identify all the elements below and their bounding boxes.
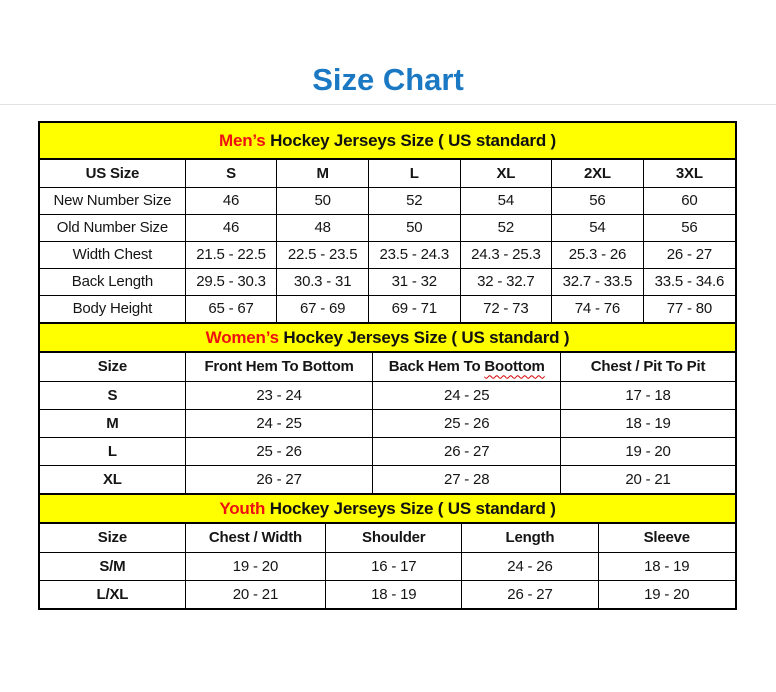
column-header: L <box>368 160 460 187</box>
size-value-cell: 67 - 69 <box>277 295 369 322</box>
size-value-cell: 30.3 - 31 <box>277 268 369 295</box>
size-value-cell: 56 <box>643 214 735 241</box>
size-chart <box>38 121 737 610</box>
womens-header-row <box>40 353 735 381</box>
size-value-cell: 22.5 - 23.5 <box>277 241 369 268</box>
size-value-cell: 25 - 26 <box>373 409 561 437</box>
size-value-cell: 46 <box>185 187 277 214</box>
size-value-cell: 32 - 32.7 <box>460 268 552 295</box>
size-value-cell: 32.7 - 33.5 <box>552 268 644 295</box>
table-row <box>40 268 735 295</box>
mens-section-header <box>40 123 735 160</box>
column-header: Front Hem To Bottom <box>185 353 373 381</box>
size-value-cell: 56 <box>552 187 644 214</box>
table-row <box>40 295 735 322</box>
row-label: Width Chest <box>40 241 185 268</box>
size-value-cell: 19 - 20 <box>561 437 735 465</box>
table-row <box>40 214 735 241</box>
row-label: XL <box>40 465 185 493</box>
youth-header-row <box>40 524 735 552</box>
mens-header-row <box>40 160 735 187</box>
table-row <box>40 580 735 608</box>
table-row <box>40 381 735 409</box>
youth-section-header <box>40 493 735 524</box>
size-value-cell: 25 - 26 <box>185 437 373 465</box>
column-header: 2XL <box>552 160 644 187</box>
size-value-cell: 24 - 26 <box>462 552 598 580</box>
size-value-cell: 46 <box>185 214 277 241</box>
size-value-cell: 50 <box>368 214 460 241</box>
size-value-cell: 18 - 19 <box>561 409 735 437</box>
row-label: Old Number Size <box>40 214 185 241</box>
size-value-cell: 74 - 76 <box>552 295 644 322</box>
size-value-cell: 20 - 21 <box>561 465 735 493</box>
size-value-cell: 60 <box>643 187 735 214</box>
size-value-cell: 48 <box>277 214 369 241</box>
column-header <box>373 353 561 381</box>
column-header: Sleeve <box>598 524 735 552</box>
table-row <box>40 187 735 214</box>
column-header-text: Back Hem To <box>388 358 485 376</box>
row-label: L/XL <box>40 580 185 608</box>
column-header: 3XL <box>643 160 735 187</box>
size-value-cell: 23 - 24 <box>185 381 373 409</box>
size-value-cell: 18 - 19 <box>598 552 735 580</box>
row-label: New Number Size <box>40 187 185 214</box>
youth-size-table <box>40 524 735 608</box>
column-header: M <box>277 160 369 187</box>
page-title: Size Chart <box>312 62 464 97</box>
size-value-cell: 50 <box>277 187 369 214</box>
column-header: Chest / Pit To Pit <box>561 353 735 381</box>
size-value-cell: 26 - 27 <box>643 241 735 268</box>
size-value-cell: 26 - 27 <box>185 465 373 493</box>
size-value-cell: 31 - 32 <box>368 268 460 295</box>
size-value-cell: 29.5 - 30.3 <box>185 268 277 295</box>
column-header: Size <box>40 353 185 381</box>
womens-size-table <box>40 353 735 493</box>
size-value-cell: 24 - 25 <box>373 381 561 409</box>
row-label: Back Length <box>40 268 185 295</box>
size-value-cell: 19 - 20 <box>598 580 735 608</box>
size-value-cell: 65 - 67 <box>185 295 277 322</box>
size-value-cell: 17 - 18 <box>561 381 735 409</box>
size-value-cell: 26 - 27 <box>462 580 598 608</box>
size-value-cell: 33.5 - 34.6 <box>643 268 735 295</box>
size-value-cell: 16 - 17 <box>326 552 462 580</box>
size-value-cell: 19 - 20 <box>185 552 325 580</box>
mens-section-prefix: Men’s <box>219 130 266 150</box>
table-row <box>40 465 735 493</box>
size-value-cell: 52 <box>460 214 552 241</box>
size-value-cell: 26 - 27 <box>373 437 561 465</box>
size-value-cell: 52 <box>368 187 460 214</box>
row-label: S <box>40 381 185 409</box>
size-value-cell: 18 - 19 <box>326 580 462 608</box>
mens-section-title-rest: Hockey Jerseys Size ( US standard ) <box>265 130 556 150</box>
mens-size-table <box>40 160 735 322</box>
size-value-cell: 20 - 21 <box>185 580 325 608</box>
youth-section-title-rest: Hockey Jerseys Size ( US standard ) <box>265 498 556 518</box>
table-row <box>40 241 735 268</box>
size-value-cell: 21.5 - 22.5 <box>185 241 277 268</box>
column-header: XL <box>460 160 552 187</box>
size-value-cell: 54 <box>552 214 644 241</box>
table-row <box>40 409 735 437</box>
youth-section-prefix: Youth <box>219 498 266 518</box>
size-value-cell: 27 - 28 <box>373 465 561 493</box>
womens-section-title-rest: Hockey Jerseys Size ( US standard ) <box>278 327 570 347</box>
row-label: M <box>40 409 185 437</box>
size-value-cell: 24 - 25 <box>185 409 373 437</box>
column-header: Size <box>40 524 185 552</box>
column-header: US Size <box>40 160 185 187</box>
column-header: S <box>185 160 277 187</box>
size-value-cell: 77 - 80 <box>643 295 735 322</box>
womens-section-header <box>40 322 735 353</box>
size-value-cell: 25.3 - 26 <box>552 241 644 268</box>
size-value-cell: 72 - 73 <box>460 295 552 322</box>
column-header: Length <box>462 524 598 552</box>
header-divider <box>0 104 776 105</box>
row-label: Body Height <box>40 295 185 322</box>
size-value-cell: 24.3 - 25.3 <box>460 241 552 268</box>
row-label: L <box>40 437 185 465</box>
size-value-cell: 23.5 - 24.3 <box>368 241 460 268</box>
womens-section-prefix: Women’s <box>205 327 279 347</box>
column-header: Chest / Width <box>185 524 325 552</box>
column-header: Shoulder <box>326 524 462 552</box>
row-label: S/M <box>40 552 185 580</box>
misspelled-word: Boottom <box>484 358 545 376</box>
size-value-cell: 69 - 71 <box>368 295 460 322</box>
size-value-cell: 54 <box>460 187 552 214</box>
table-row <box>40 552 735 580</box>
table-row <box>40 437 735 465</box>
